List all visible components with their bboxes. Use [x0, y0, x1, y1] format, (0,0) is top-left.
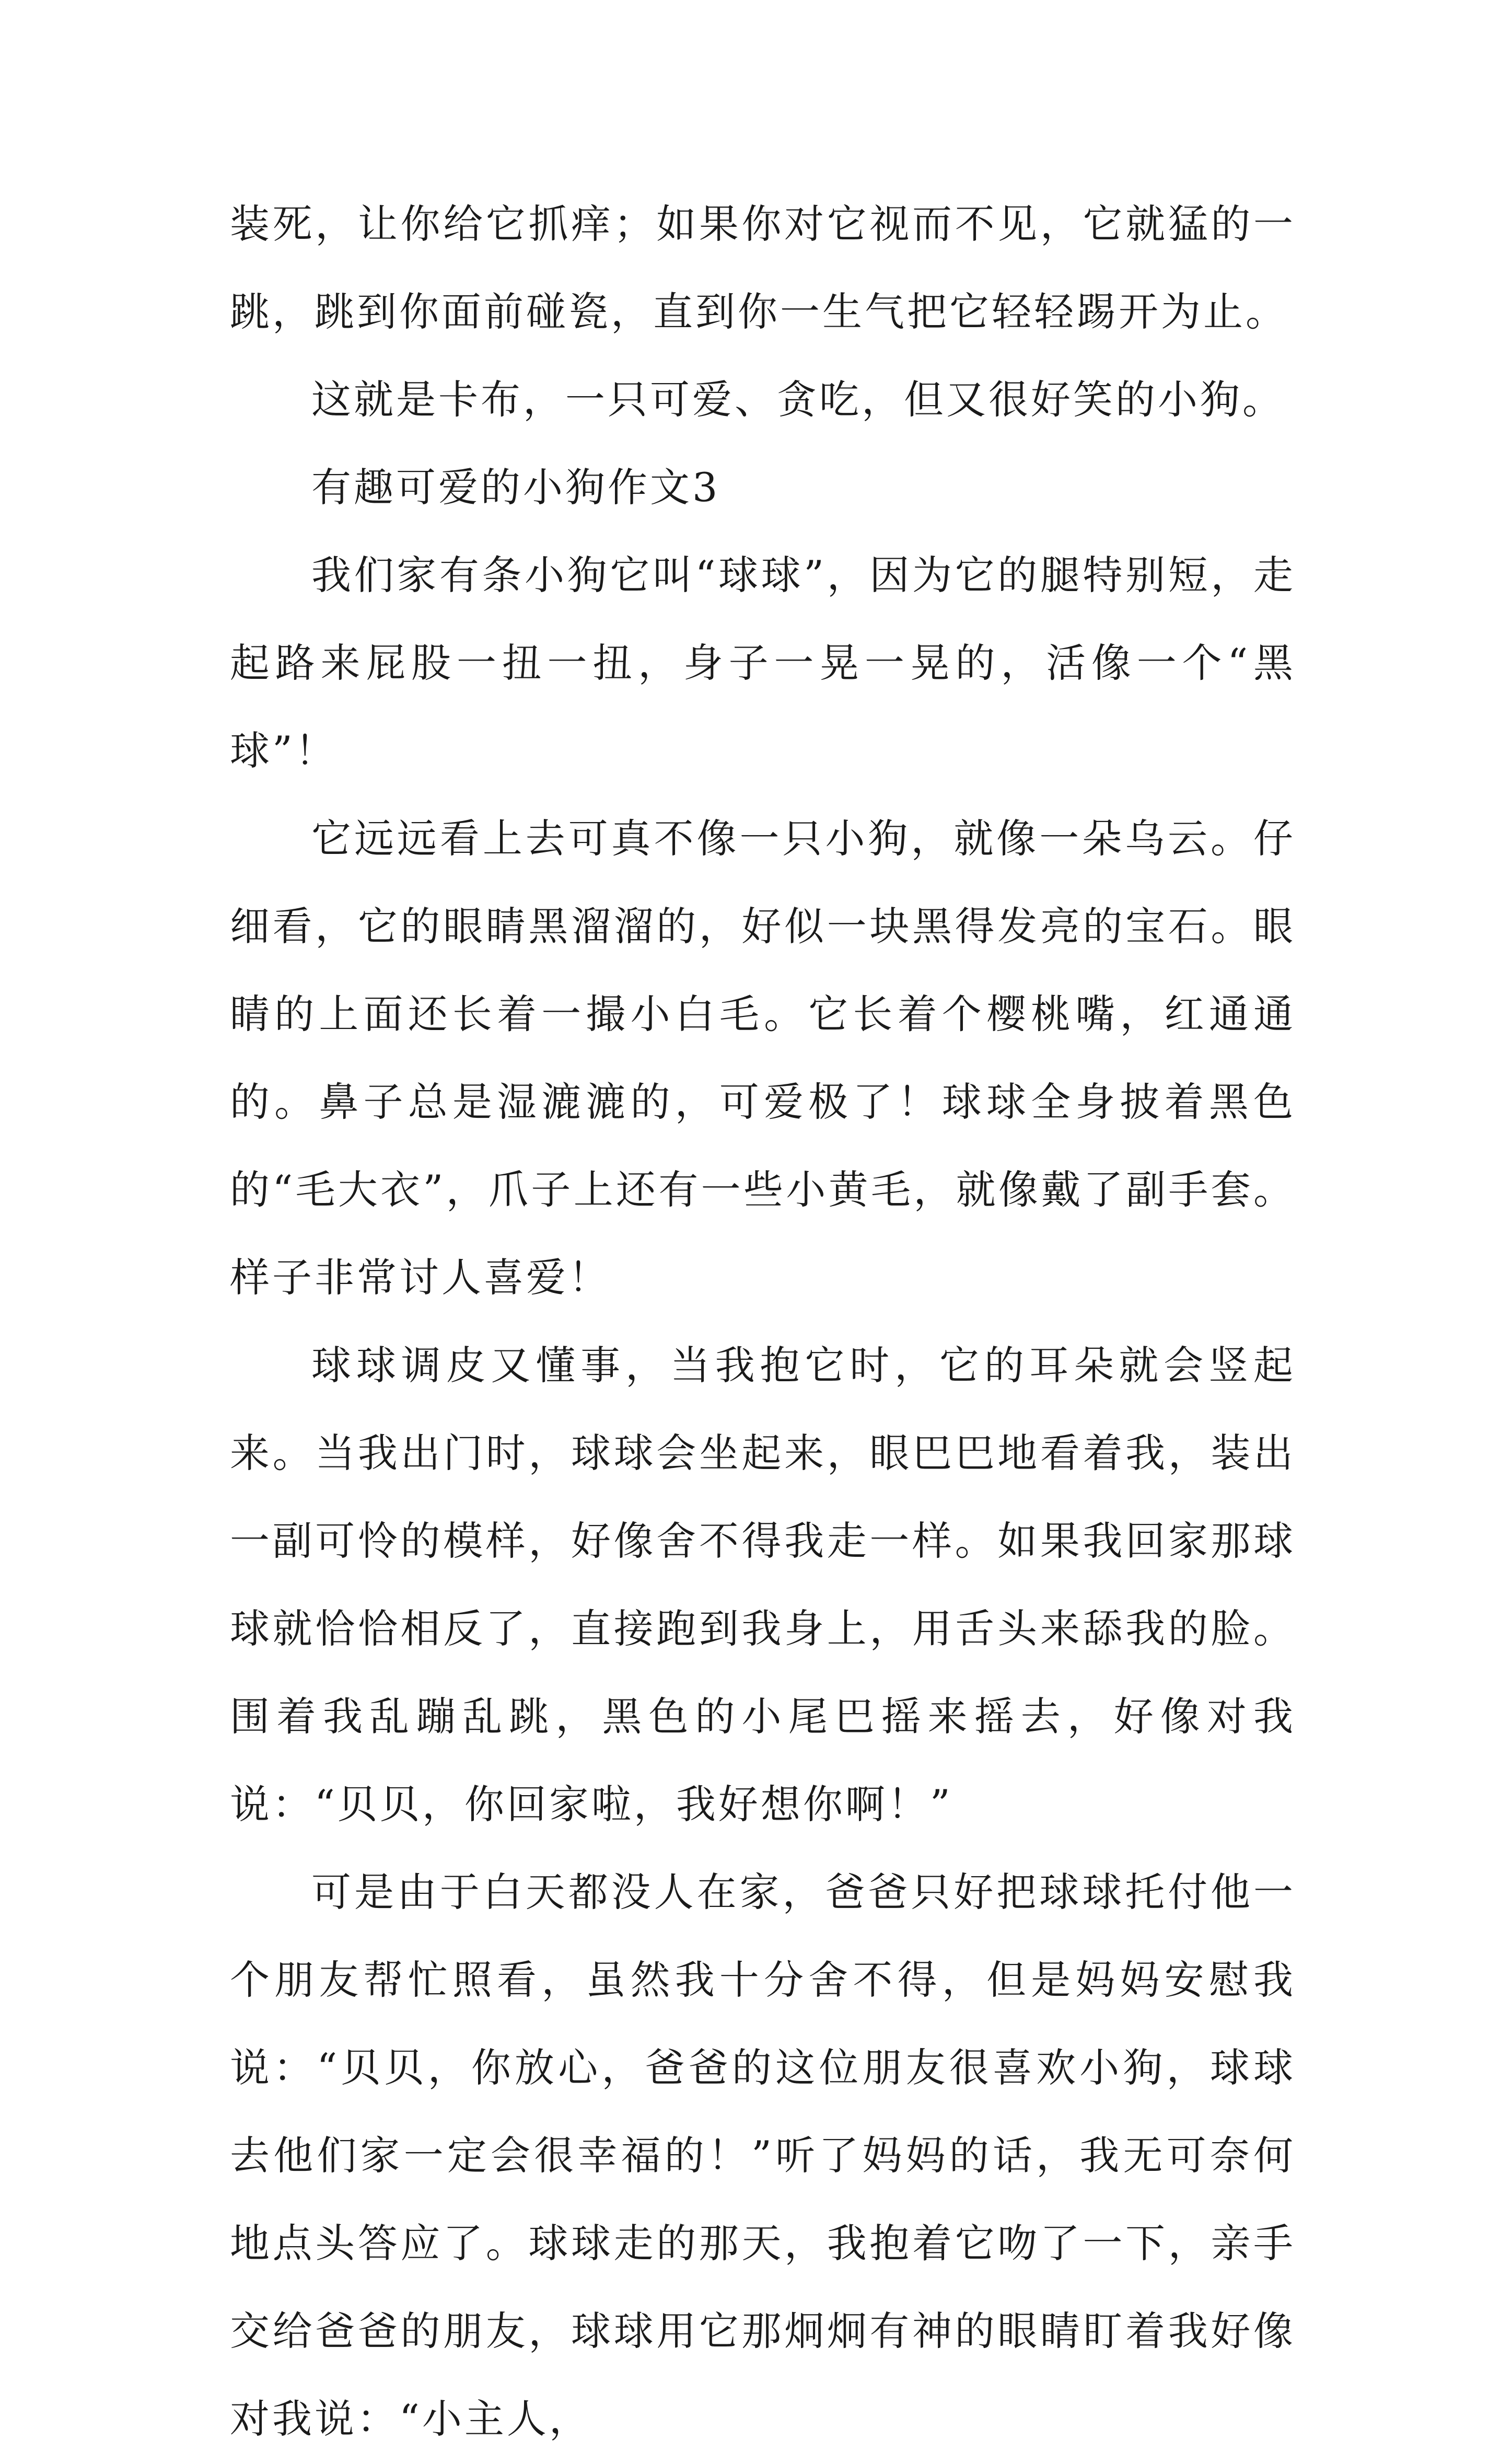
- paragraph-continuation: 装死，让你给它抓痒；如果你对它视而不见，它就猛的一跳，跳到你面前碰瓷，直到你一生气把它轻轻踢开为止。: [230, 201, 1296, 335]
- paragraph-appearance: 它远远看上去可真不像一只小狗，就像一朵乌云。仔细看，它的眼睛黑溜溜的，好似一块黑得发亮的宝石。眼睛的上面还长着一撮小白毛。它长着个樱桃嘴，红通通的。鼻子总是湿漉漉的，可爱极了！球球全身披着黑色的“毛大衣”，爪子上还有一些小黄毛，就像戴了副手套。样子非常讨人喜爱！: [230, 815, 1296, 1301]
- paragraph-summary: 这就是卡布，一只可爱、贪吃，但又很好笑的小狗。: [311, 376, 1285, 423]
- paragraph-intro: 我们家有条小狗它叫“球球”，因为它的腿特别短，走起路来屁股一扭一扭，身子一晃一晃的，活像一个“黑球”！: [230, 552, 1296, 774]
- document-body: [230, 180, 1296, 2463]
- paragraph-farewell: 可是由于白天都没人在家，爸爸只好把球球托付他一个朋友帮忙照看，虽然我十分舍不得，但是妈妈安慰我说：“贝贝，你放心，爸爸的这位朋友很喜欢小狗，球球去他们家一定会很幸福的！”听了妈妈的话，我无可奈何地点头答应了。球球走的那天，我抱着它吻了一下，亲手交给爸爸的朋友，球球用它那炯炯有神的眼睛盯着我好像对我说：“小主人，: [230, 1869, 1296, 2442]
- essay-heading: 有趣可爱的小狗作文3: [311, 464, 720, 511]
- paragraph-behavior: 球球调皮又懂事，当我抱它时，它的耳朵就会竖起来。当我出门时，球球会坐起来，眼巴巴地看着我，装出一副可怜的模样，好像舍不得我走一样。如果我回家那球球就恰恰相反了，直接跑到我身上，用舌头来舔我的脸。围着我乱蹦乱跳，黑色的小尾巴摇来摇去，好像对我说：“贝贝，你回家啦，我好想你啊！”: [230, 1342, 1296, 1828]
